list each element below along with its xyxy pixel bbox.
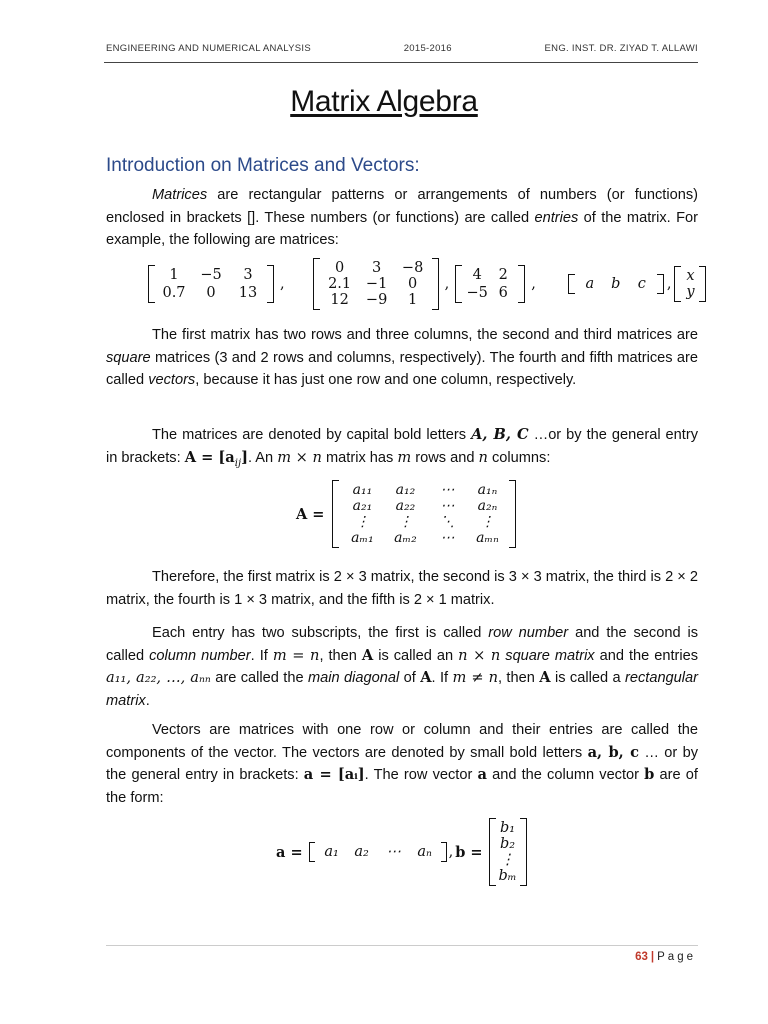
general-matrix-cell: a₂ₙ	[477, 498, 498, 514]
matrix-3-cell: 6	[498, 285, 508, 301]
page-number: 63	[635, 951, 648, 963]
row-vector-cell: a₁	[324, 844, 339, 860]
vector-col-cell: y	[686, 284, 695, 300]
matrix-2-cell: −9	[365, 292, 388, 308]
column-vector-cell: bₘ	[498, 868, 517, 884]
general-matrix-cell: a₁ₙ	[477, 482, 498, 498]
header-author: ENG. INST. DR. ZIYAD T. ALLAWI	[544, 43, 698, 54]
example-vector-row	[568, 274, 664, 294]
general-matrix-cell: ⋯	[440, 498, 455, 514]
matrix-1-cell: 3	[243, 267, 253, 283]
matrix-2-cell: 1	[407, 292, 418, 308]
section-heading: Introduction on Matrices and Vectors:	[106, 155, 420, 176]
example-vector-column	[674, 266, 706, 302]
column-vector-cell: b₁	[499, 820, 516, 836]
general-matrix-cell: ⋮	[398, 514, 413, 530]
header-course: ENGINEERING AND NUMERICAL ANALYSIS	[106, 43, 311, 54]
general-matrix-cell: ⋱	[440, 514, 455, 530]
column-vector-cell: b₂	[499, 836, 516, 852]
matrix-1-cell: 1	[169, 267, 179, 283]
row-vector-cell: ⋯	[386, 844, 401, 860]
paragraph-subscripts: Each entry has two subscripts, the first is called row number and the second is called column number. If m = n, then A is called an n × n square matrix and the entries a₁₁, a₂₂, …, aₙₙ are called the main diagonal of A. If m ≠ n, then A is called a rectangular matrix.	[106, 625, 699, 709]
general-matrix-cell: ⋮	[480, 514, 495, 530]
page-label: Page	[657, 951, 696, 963]
header-divider	[104, 62, 698, 63]
paragraph-matrix-sizes: Therefore, the first matrix is 2 × 3 matrix, the second is 3 × 3 matrix, the third is 2 × 2 matrix, the fourth is 1 × 3 matrix, and the fifth is 2 × 1 matrix.	[106, 569, 698, 608]
matrix-1-cell: −5	[200, 267, 222, 283]
vector-col-cell: x	[686, 268, 695, 284]
vector-row-cell: c	[637, 276, 646, 292]
matrix-2-cell: 0	[334, 260, 345, 276]
row-vector-a	[309, 842, 447, 862]
general-matrix-cell: aₘₙ	[476, 530, 499, 546]
general-matrix-cell: a₂₁	[352, 498, 373, 514]
row-vector-cell: aₙ	[417, 844, 432, 860]
vector-row-cell: a	[585, 276, 595, 292]
matrix-3-cell: 4	[472, 267, 482, 283]
general-matrix-cell: a₂₂	[395, 498, 416, 514]
vector-row-cell: b	[611, 276, 621, 292]
matrix-1-cell: 13	[238, 285, 258, 301]
matrix-3-cell: 2	[498, 267, 508, 283]
example-matrices: 1 −5 3 0.7 0 13 , 0 3 −8 2.1 −1 0 12 −9 1 , 4 2 −5 6 , a b c , x y	[146, 258, 708, 310]
general-matrix-cell: ⋮	[355, 514, 370, 530]
running-header	[106, 43, 698, 54]
matrix-3-cell: −5	[466, 285, 488, 301]
header-year: 2015-2016	[403, 43, 452, 54]
general-matrix: A = a₁₁ a₁₂ ⋯ a₁ₙ a₂₁ a₂₂ ⋯ a₂ₙ ⋮ ⋮ ⋱ ⋮ aₘ₁ aₘ₂ ⋯ aₘₙ	[296, 480, 518, 548]
page-footer: 63 | Page	[635, 951, 696, 963]
example-matrix-3	[455, 265, 525, 303]
example-matrix-1	[148, 265, 274, 303]
column-vector-b	[489, 818, 527, 886]
paragraph-matrix-shapes: The first matrix has two rows and three columns, the second and third matrices are square matrices (3 and 2 rows and columns, respectively). The fourth and fifth matrices are called vectors, because it has just one row and one column, respectively.	[106, 327, 698, 388]
row-vector-cell: a₂	[354, 844, 369, 860]
general-matrix-cell: aₘ₂	[394, 530, 417, 546]
matrix-2-cell: 0	[407, 276, 418, 292]
paragraph-vectors: Vectors are matrices with one row or column and their entries are called the components of the vector. The vectors are denoted by small bold letters a, b, c … or by the general entry in brackets: a = [aᵢ]. The row vector a and the column vector b are of the form:	[106, 722, 698, 806]
matrix-2-cell: 2.1	[328, 276, 352, 292]
matrix-2-cell: 12	[330, 292, 349, 308]
matrix-2-cell: 3	[371, 260, 382, 276]
paragraph-notation: The matrices are denoted by capital bold letters A, B, C …or by the general entry in brackets: $A = [a_{ij}]$. An m × n matrix has m rows and n columns:	[106, 426, 699, 469]
column-vector-cell: ⋮	[500, 852, 515, 868]
general-matrix-cell: a₁₂	[395, 482, 416, 498]
matrix-2-cell: −8	[401, 260, 424, 276]
matrix-1-cell: 0.7	[162, 285, 186, 301]
footer-divider	[106, 945, 698, 946]
matrix-1-cell: 0	[206, 285, 216, 301]
vector-forms: a = a₁ a₂ ⋯ aₙ , b = b₁ b₂ ⋮ bₘ	[276, 818, 529, 886]
general-matrix-cell: aₘ₁	[351, 530, 374, 546]
page-title: Matrix Algebra	[290, 85, 478, 118]
example-matrix-2	[313, 258, 439, 310]
paragraph-matrices-intro: Matrices are rectangular patterns or arrangements of numbers (or functions) enclosed in brackets []. These numbers (or functions) are called entries of the matrix. For example, the following are matrices:	[106, 187, 698, 248]
general-matrix-cell: ⋯	[440, 482, 455, 498]
general-matrix-cell: a₁₁	[352, 482, 373, 498]
matrix-2-cell: −1	[365, 276, 388, 292]
general-matrix-cell: ⋯	[440, 530, 455, 546]
